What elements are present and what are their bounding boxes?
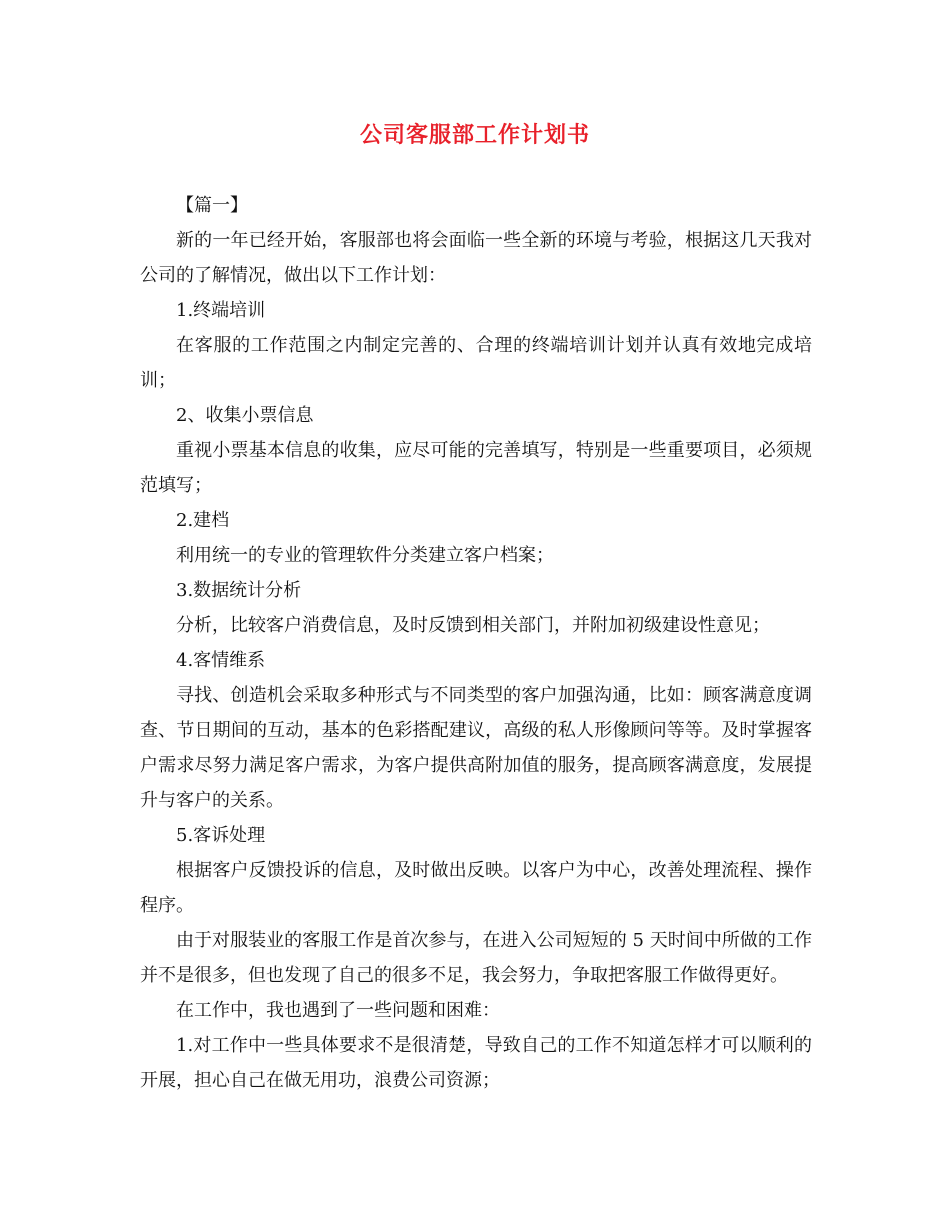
document-title: 公司客服部工作计划书 (359, 122, 590, 148)
list-heading: 3.数据统计分析 (176, 580, 302, 601)
list-heading: 5.客诉处理 (176, 825, 266, 846)
paragraph: 根据客户反馈投诉的信息，及时做出反映。以客户为中心，改善处理流程、操作程序。 (140, 860, 812, 916)
list-heading: 4.客情维系 (176, 650, 266, 671)
paragraph: 在客服的工作范围之内制定完善的、合理的终端培训计划并认真有效地完成培训； (140, 335, 812, 391)
list-heading: 1.终端培训 (176, 300, 266, 321)
document-body (140, 188, 812, 1098)
paragraph: 在工作中，我也遇到了一些问题和困难： (176, 1000, 500, 1021)
section-heading: 【篇一】 (176, 195, 248, 216)
paragraph: 利用统一的专业的管理软件分类建立客户档案； (176, 545, 554, 566)
paragraph: 分析，比较客户消费信息，及时反馈到相关部门，并附加初级建设性意见； (176, 615, 770, 636)
paragraph: 由于对服装业的客服工作是首次参与，在进入公司短短的 5 天时间中所做的工作并不是很多，但也发现了自己的很多不足，我会努力，争取把客服工作做得更好。 (140, 930, 812, 986)
paragraph: 新的一年已经开始，客服部也将会面临一些全新的环境与考验，根据这几天我对公司的了解情况，做出以下工作计划： (140, 230, 812, 286)
paragraph: 1.对工作中一些具体要求不是很清楚，导致自己的工作不知道怎样才可以顺利的开展，担心自己在做无用功，浪费公司资源； (140, 1035, 812, 1091)
paragraph: 寻找、创造机会采取多种形式与不同类型的客户加强沟通，比如：顾客满意度调查、节日期间的互动，基本的色彩搭配建议，高级的私人形像顾问等等。及时掌握客户需求尽努力满足客户需求，为客户提供高附加值的服务，提高顾客满意度，发展提升与客户的关系。 (140, 685, 812, 811)
list-heading: 2.建档 (176, 510, 230, 531)
paragraph: 重视小票基本信息的收集，应尽可能的完善填写，特别是一些重要项目，必须规范填写； (140, 440, 812, 496)
list-heading: 2、收集小票信息 (176, 405, 314, 426)
